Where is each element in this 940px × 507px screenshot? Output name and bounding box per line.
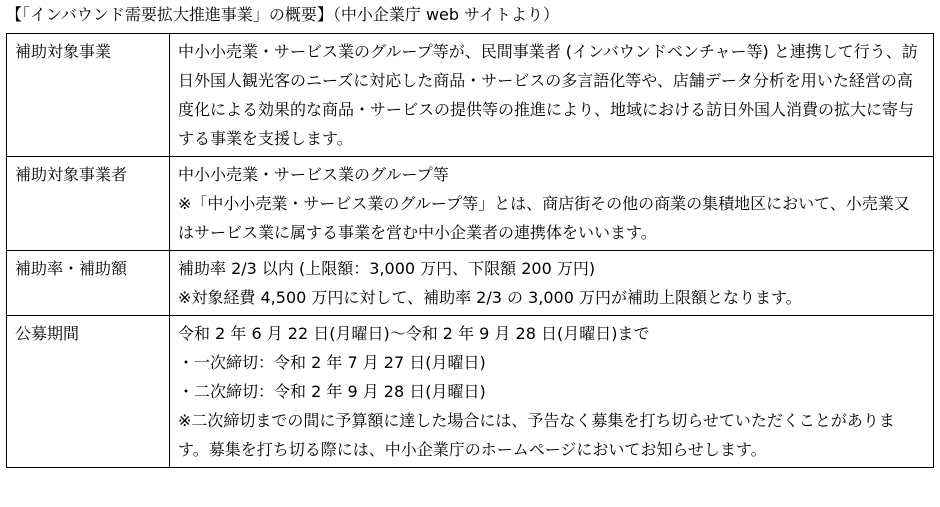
row-text: 中小小売業・サービス業のグループ等 bbox=[178, 165, 449, 184]
row-content bbox=[170, 316, 934, 468]
row-label: 補助対象事業 bbox=[7, 34, 170, 157]
row-label: 公募期間 bbox=[7, 316, 170, 468]
row-label: 補助率・補助額 bbox=[7, 251, 170, 316]
row-label: 補助対象事業者 bbox=[7, 157, 170, 251]
row-content bbox=[170, 34, 934, 157]
row-note: ※対象経費 4,500 万円に対して、補助率 2/3 の 3,000 万円が補助上限額となります。 bbox=[178, 288, 802, 307]
row-note: ※二次締切までの間に予算額に達した場合には、予告なく募集を打ち切らせていただくことがあります。募集を打ち切る際には、中小企業庁のホームページにおいてお知らせします。 bbox=[178, 411, 895, 459]
row-text: 中小小売業・サービス業のグループ等が、民間事業者 (インバウンドベンチャー等) と連携して行う、訪日外国人観光客のニーズに対応した商品・サービスの多言語化等や、店舗データ分析を用いた経営の高度化による効果的な商品・サービスの提供等の推進により、地域における訪日外国人消費の拡大に寄与する事業を支援します。 bbox=[178, 42, 918, 148]
table-row-application-period bbox=[7, 316, 934, 468]
document-title: 【「インバウンド需要拡大推進事業」の概要】（中小企業庁 web サイトより） bbox=[6, 5, 560, 24]
row-deadline-second: ・二次締切：令和 2 年 9 月 28 日(月曜日) bbox=[178, 382, 486, 401]
row-content bbox=[170, 157, 934, 251]
row-note: ※「中小小売業・サービス業のグループ等」とは、商店街その他の商業の集積地区において、小売業又はサービス業に属する事業を営む中小企業者の連携体をいいます。 bbox=[178, 194, 910, 242]
table-row-target-project bbox=[7, 34, 934, 157]
table-row-subsidy-rate bbox=[7, 251, 934, 316]
table-row-target-business bbox=[7, 157, 934, 251]
row-deadline-first: ・一次締切：令和 2 年 7 月 27 日(月曜日) bbox=[178, 353, 486, 372]
row-text: 補助率 2/3 以内 (上限額：3,000 万円、下限額 200 万円) bbox=[178, 259, 596, 278]
row-content bbox=[170, 251, 934, 316]
row-text: 令和 2 年 6 月 22 日(月曜日)～令和 2 年 9 月 28 日(月曜日)まで bbox=[178, 324, 650, 343]
summary-table bbox=[6, 33, 934, 468]
